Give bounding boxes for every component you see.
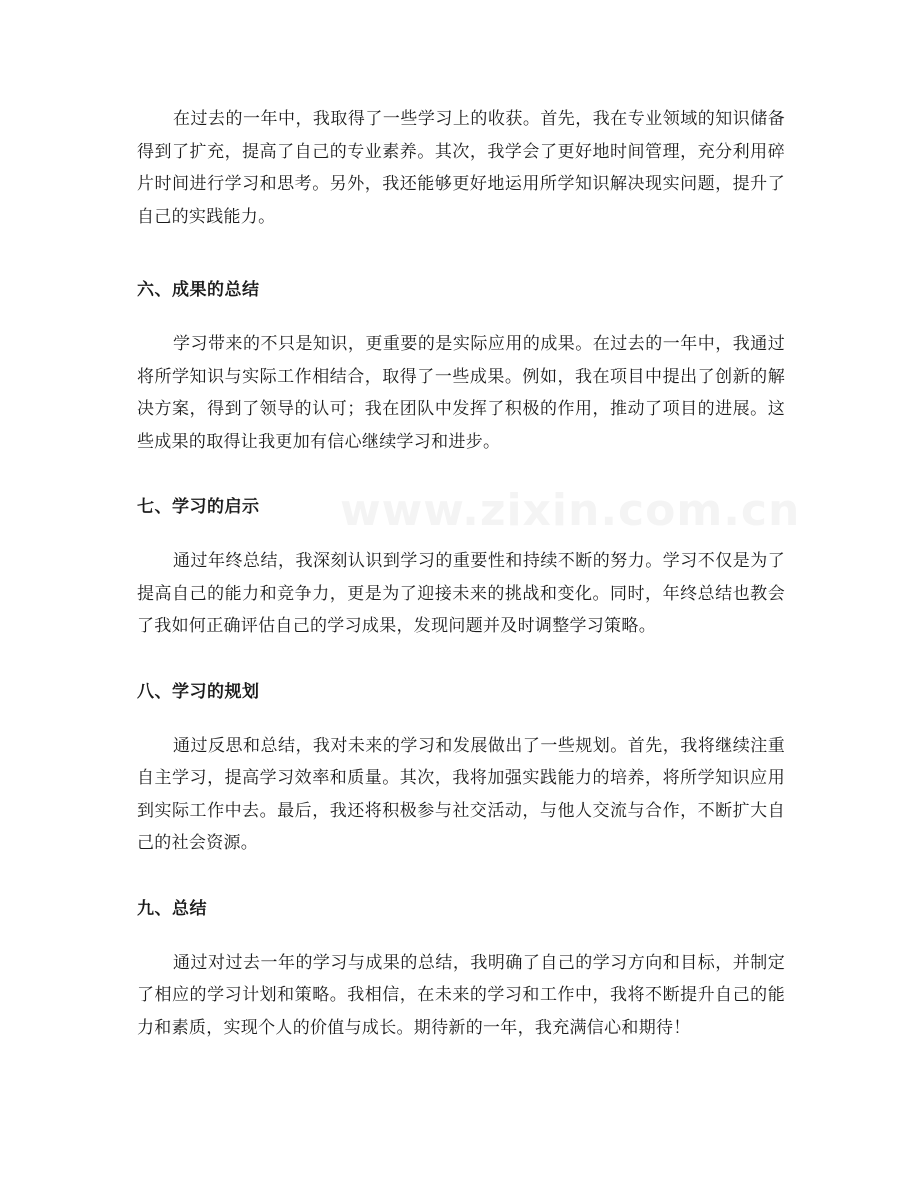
watermark: www.zixin.com.cn — [340, 485, 801, 536]
document-body — [137, 103, 785, 1044]
section-heading-insights: 七、学习的启示 — [137, 497, 260, 517]
section-heading-results: 六、成果的总结 — [137, 280, 260, 300]
section-body-plan: 通过反思和总结，我对未来的学习和发展做出了一些规划。首先，我将继续注重自主学习，提高学习效率和质量。其次，我将加强实践能力的培养，将所学知识应用到实际工作中去。最后，我还将积极参与社交活动，与他人交流与合作，不断扩大自己的社会资源。 — [137, 735, 785, 853]
section-heading-plan: 八、学习的规划 — [137, 681, 260, 702]
section-body-insights: 通过年终总结，我深刻认识到学习的重要性和持续不断的努力。学习不仅是为了提高自己的能力和竞争力，更是为了迎接未来的挑战和变化。同时，年终总结也教会了我如何正确评估自己的学习成果，发现问题并及时调整学习策略。 — [137, 551, 785, 636]
section-body-results: 学习带来的不只是知识，更重要的是实际应用的成果。在过去的一年中，我通过将所学知识与实际工作相结合，取得了一些成果。例如，我在项目中提出了创新的解决方案，得到了领导的认可；我在团队中发挥了积极的作用，推动了项目的进展。这些成果的取得让我更加有信心继续学习和进步。 — [137, 334, 785, 452]
intro-paragraph: 在过去的一年中，我取得了一些学习上的收获。首先，我在专业领域的知识储备得到了扩充，提高了自己的专业素养。其次，我学会了更好地时间管理，充分利用碎片时间进行学习和思考。另外，我还能够更好地运用所学知识解决现实问题，提升了自己的实践能力。 — [137, 109, 785, 227]
section-heading-summary: 九、总结 — [137, 898, 207, 919]
section-body-summary: 通过对过去一年的学习与成果的总结，我明确了自己的学习方向和目标，并制定了相应的学习计划和策略。我相信，在未来的学习和工作中，我将不断提升自己的能力和素质，实现个人的价值与成长。期待新的一年，我充满信心和期待！ — [137, 952, 785, 1038]
